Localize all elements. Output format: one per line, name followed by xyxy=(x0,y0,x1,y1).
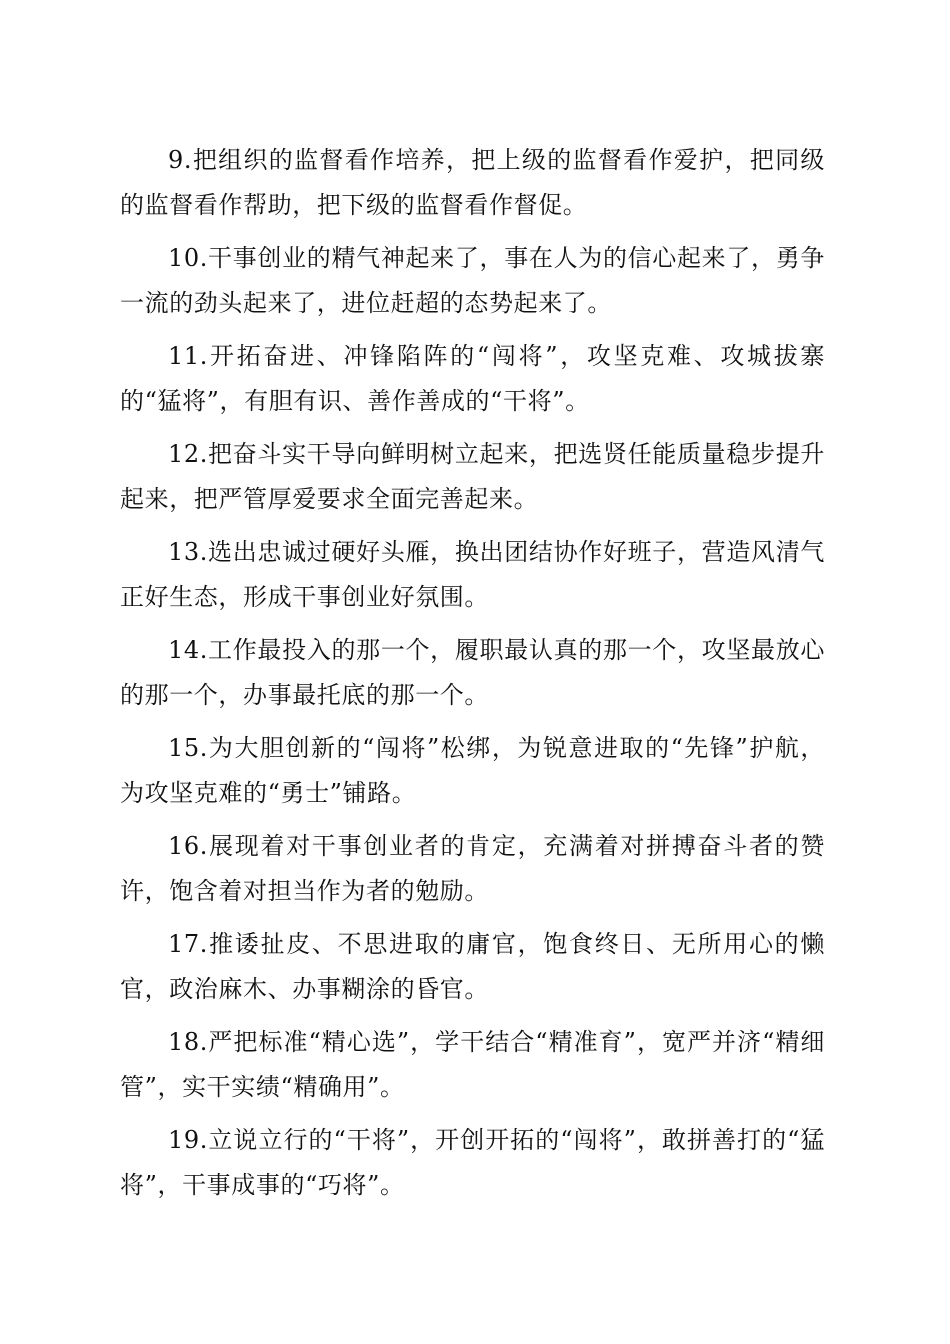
paragraph-19: 19.立说立行的“干将”，开创开拓的“闯将”，敢拼善打的“猛将”，干事成事的“巧将”。 xyxy=(120,1126,825,1199)
paragraph-18: 18.严把标准“精心选”，学干结合“精准育”，宽严并济“精细管”，实干实绩“精确用”。 xyxy=(120,1028,825,1101)
paragraph-14: 14.工作最投入的那一个，履职最认真的那一个，攻坚最放心的那一个，办事最托底的那一个。 xyxy=(120,636,825,709)
paragraph-10: 10.干事创业的精气神起来了，事在人为的信心起来了，勇争一流的劲头起来了，进位赶超的态势起来了。 xyxy=(120,244,825,317)
paragraph-9: 9.把组织的监督看作培养，把上级的监督看作爱护，把同级的监督看作帮助，把下级的监督看作督促。 xyxy=(120,146,825,219)
paragraph-15: 15.为大胆创新的“闯将”松绑，为锐意进取的“先锋”护航，为攻坚克难的“勇士”铺路。 xyxy=(120,734,825,807)
paragraph-11: 11.开拓奋进、冲锋陷阵的“闯将”，攻坚克难、攻城拔寨的“猛将”，有胆有识、善作善成的“干将”。 xyxy=(120,342,825,415)
paragraph-13: 13.选出忠诚过硬好头雁，换出团结协作好班子，营造风清气正好生态，形成干事创业好氛围。 xyxy=(120,538,825,611)
paragraph-12: 12.把奋斗实干导向鲜明树立起来，把选贤任能质量稳步提升起来，把严管厚爱要求全面完善起来。 xyxy=(120,440,825,513)
paragraph-16: 16.展现着对干事创业者的肯定，充满着对拼搏奋斗者的赞许，饱含着对担当作为者的勉励。 xyxy=(120,832,825,905)
paragraph-17: 17.推诿扯皮、不思进取的庸官，饱食终日、无所用心的懒官，政治麻木、办事糊涂的昏官。 xyxy=(120,930,825,1003)
document-body xyxy=(120,138,825,1216)
